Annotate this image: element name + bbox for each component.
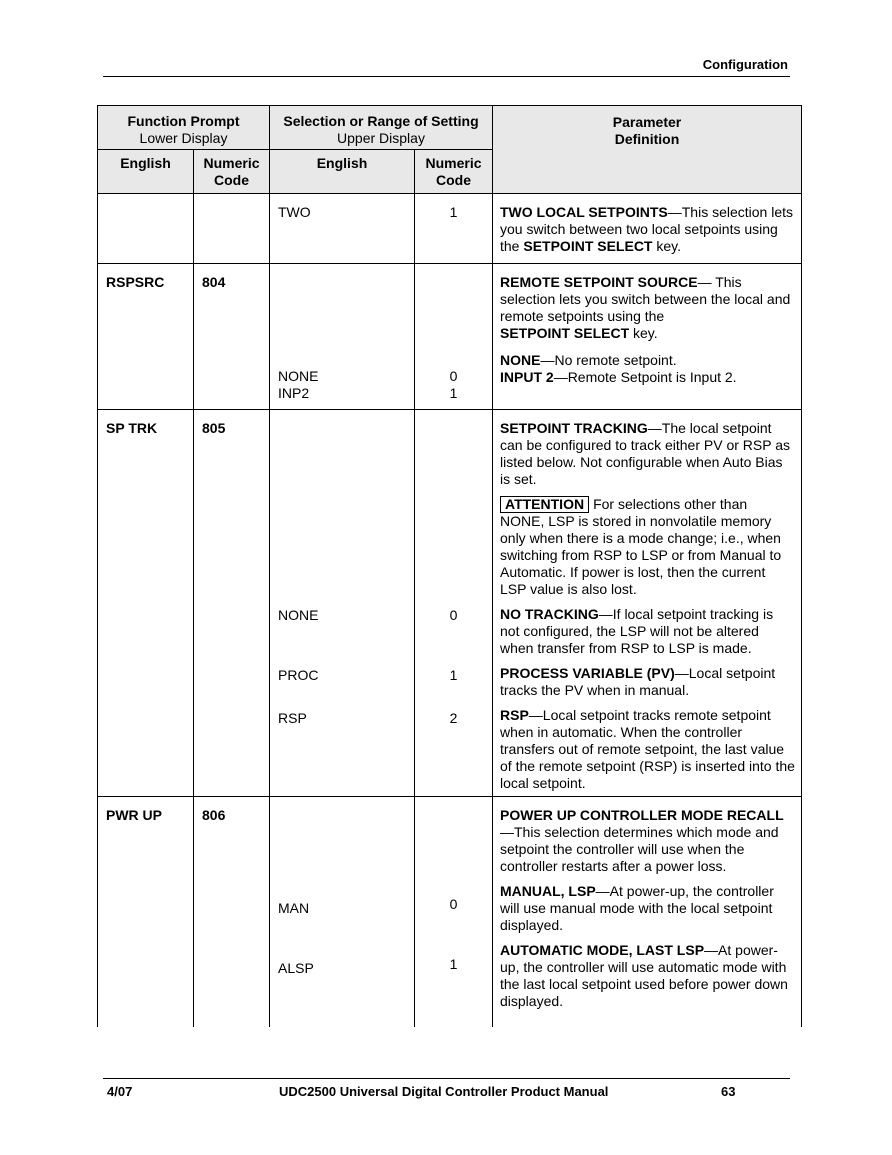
footer-rule [103,1078,790,1079]
prompt-pwrup: PWR UP [98,797,194,1027]
selection-none: NONE [278,607,319,623]
code-805: 805 [194,410,270,797]
selection-range-label: Selection or Range of Setting [283,113,479,129]
table-row-rspsrc [98,264,802,410]
selection-numeric-code-header: Numeric Code [415,150,493,194]
definition-two: TWO LOCAL SETPOINTS—This selection lets you switch between two local setpoints using the SETPOINT SELECT key. [493,194,802,264]
definition-rspsrc: REMOTE SETPOINT SOURCE— This selection lets you switch between the local and remote setpoints using the SETPOINT SELECT key. NONE—No remote setpoint. INPUT 2—Remote Setpoint is Input 2. [493,264,802,410]
selection-english-header: English [270,150,415,194]
function-prompt-label: Function Prompt [127,113,240,129]
lower-display-label: Lower Display [139,130,228,146]
header-rule [103,76,790,77]
configuration-table [97,105,802,1027]
selection-alsp: ALSP [278,960,314,976]
function-prompt-header [98,106,270,150]
numeric-man: 0 [449,896,458,912]
table-row-pwrup [98,797,802,1027]
numeric-alsp: 1 [449,956,458,972]
numeric-rsp: 2 [449,710,458,726]
table-row-sptrk [98,410,802,797]
upper-display-label: Upper Display [337,130,425,146]
numeric-two: 1 [449,204,458,220]
selection-none: NONE [278,368,319,384]
code-804: 804 [194,264,270,410]
attention-badge: ATTENTION [500,496,589,513]
numeric-proc: 1 [449,667,458,683]
definition-label: Definition [614,131,680,147]
selection-man: MAN [278,900,310,916]
table-row-two [98,194,802,264]
parameter-label: Parameter [612,114,682,130]
selection-range-header [270,106,493,150]
section-title: Configuration [702,57,788,72]
numeric-none: 0 [449,607,458,623]
numeric-inp2: 1 [449,385,458,401]
prompt-numeric-code-header: Numeric Code [194,150,270,194]
numeric-none: 0 [449,368,458,384]
selection-rsp: RSP [278,710,307,726]
selection-inp2: INP2 [278,385,310,401]
definition-pwrup: POWER UP CONTROLLER MODE RECALL—This selection determines which mode and setpoint the controller will use when the controller restarts after a power loss. MANUAL, LSP—At power-up, the controller will use manual mode with the local setpoint displayed. AUTOMATIC MODE, LAST LSP—At power-up, the controller will use automatic mode with the last local setpoint used before power down displayed. [493,797,802,1027]
prompt-english-header: English [98,150,194,194]
attention-note: ATTENTION For selections other than NONE, LSP is stored in nonvolatile memory only when there is a mode change; i.e., when switching from RSP to LSP or from Manual to Automatic. If power is lost, then the current LSP value is also lost. [500,496,782,597]
footer-date: 4/07 [107,1084,133,1099]
prompt-sptrk: SP TRK [98,410,194,797]
parameter-definition-header [493,106,802,194]
selection-proc: PROC [278,667,319,683]
selection-two: TWO [278,204,311,220]
prompt-rspsrc: RSPSRC [98,264,194,410]
footer-manual-title: UDC2500 Universal Digital Controller Product Manual [279,1084,609,1099]
code-806: 806 [194,797,270,1027]
definition-sptrk: SETPOINT TRACKING—The local setpoint can be configured to track either PV or RSP as listed below. Not configurable when Auto Bias is set. ATTENTION For selections other than NONE, LSP is stored in nonvolatile memory only when there is a mode change; i.e., when switching from RSP to LSP or from Manual to Automatic. If power is lost, then the current LSP value is also lost. NO TRACKING—If local setpoint tracking is not configured, the LSP will not be altered when transfer from RSP to LSP is made. PROCESS VARIABLE (PV)—Local setpoint tracks the PV when in manual. RSP—Local setpoint tracks remote setpoint when in automatic. When the controller transfers out of remote setpoint, the last value of the remote setpoint (RSP) is inserted into the local setpoint. [493,410,802,797]
footer-page-number: 63 [721,1084,736,1099]
table-header-row [98,106,802,150]
